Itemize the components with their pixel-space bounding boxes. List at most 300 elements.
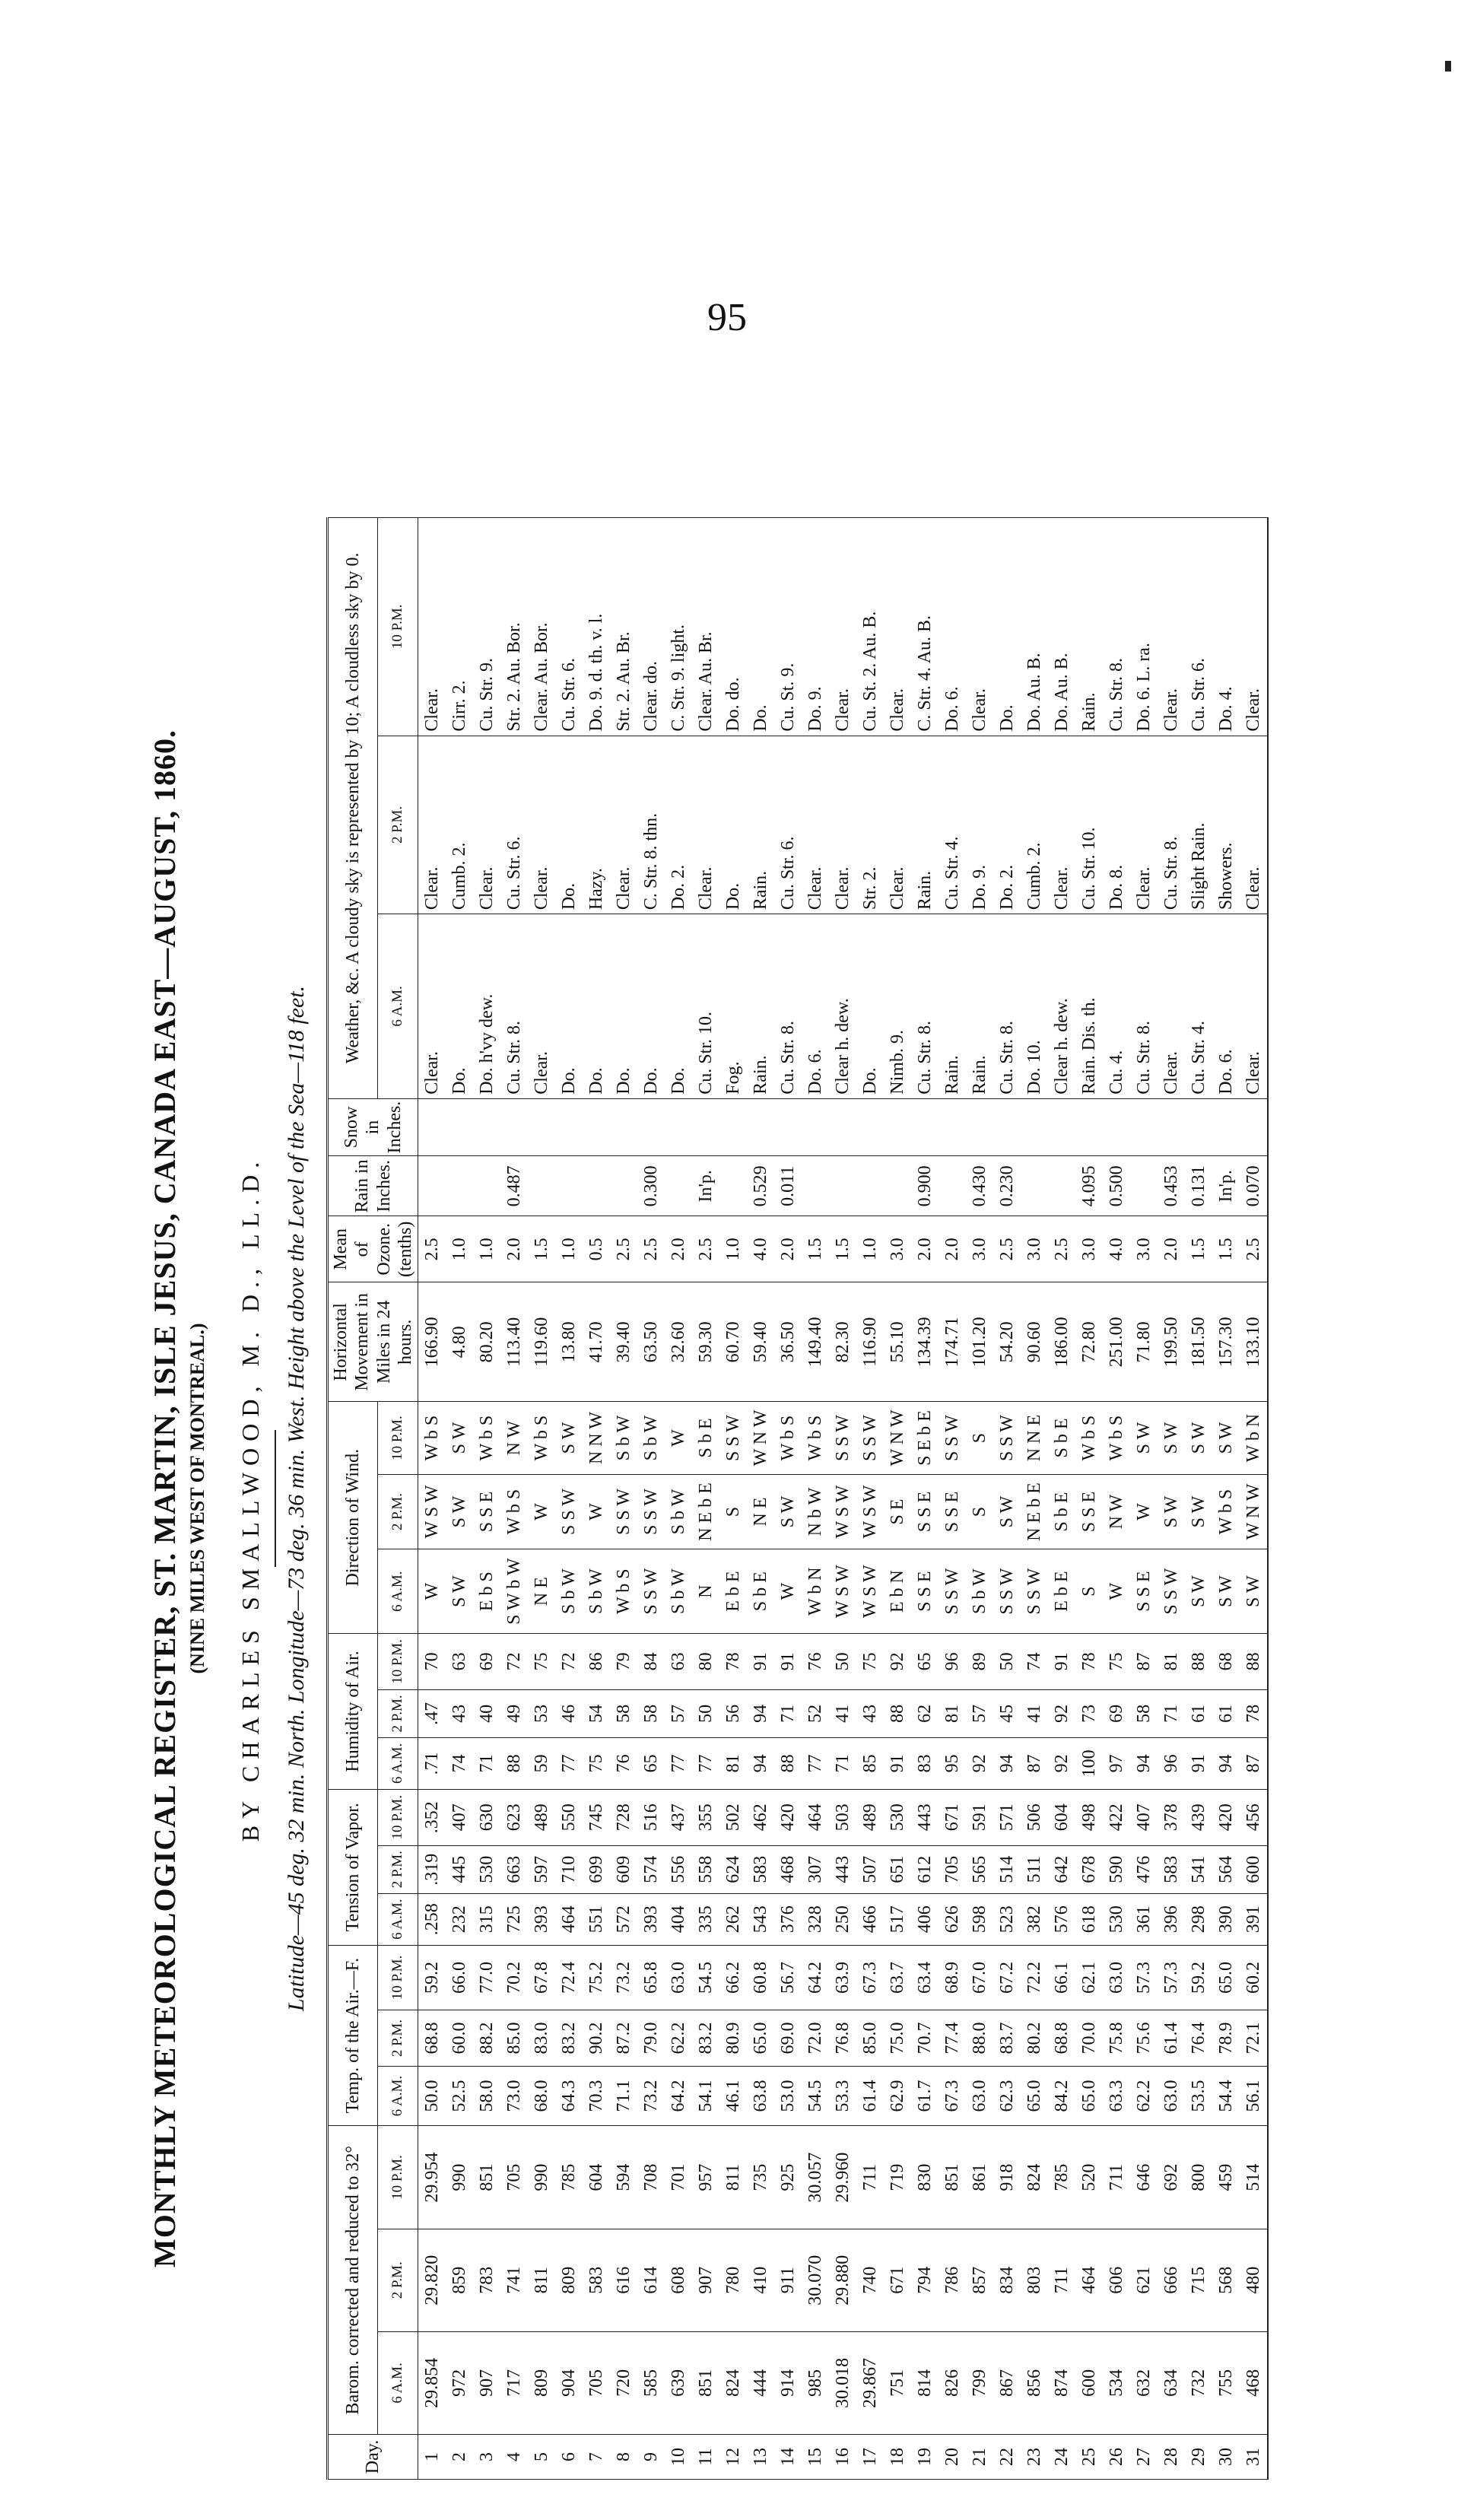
- barom-6am-cell: 534: [1103, 2331, 1130, 2434]
- temp-2pm-cell: 83.2: [555, 2010, 583, 2066]
- temp-10pm-cell: 72.2: [1021, 1945, 1048, 2010]
- day-cell: 29: [1185, 2435, 1212, 2480]
- barom-6am: 6 A.M.: [378, 2331, 418, 2434]
- temp-10pm-cell: 70.2: [500, 1945, 528, 2010]
- temp-10pm-cell: 63.7: [884, 1945, 911, 2010]
- rain-cell: 0.500: [1103, 1156, 1130, 1216]
- wind-6am-cell: E b N: [884, 1549, 911, 1634]
- tension-10pm-cell: 503: [829, 1789, 856, 1845]
- humidity-6am-cell: 83: [911, 1737, 939, 1789]
- weather-10pm-cell: Str. 2. Au. Bor.: [500, 518, 528, 736]
- weather-6am-cell: Cu. Str. 8.: [774, 914, 802, 1099]
- rain-cell: 0.070: [1240, 1156, 1268, 1216]
- temp-2pm-cell: 65.0: [747, 2010, 774, 2066]
- weather-10pm-cell: Clear. Au. Br.: [692, 518, 719, 736]
- wind-10pm-cell: S W: [1158, 1402, 1185, 1474]
- movement-cell: 4.80: [446, 1282, 473, 1402]
- temp-10pm-cell: 67.2: [993, 1945, 1021, 2010]
- temp-2pm-cell: 72.0: [802, 2010, 829, 2066]
- weather-6am-cell: Clear.: [1158, 914, 1185, 1099]
- barom-2pm-cell: 809: [555, 2229, 583, 2331]
- temp-6am-cell: 54.1: [692, 2066, 719, 2126]
- tension-6am-cell: 530: [1103, 1893, 1130, 1945]
- wind-2pm-cell: N E b E: [1021, 1474, 1048, 1549]
- temp-10pm-cell: 66.1: [1048, 1945, 1075, 2010]
- humidity-10pm-cell: 50: [993, 1634, 1021, 1690]
- wind-6am-cell: N: [692, 1549, 719, 1634]
- tension-2pm-cell: 564: [1212, 1845, 1240, 1893]
- temp-10pm-cell: 60.8: [747, 1945, 774, 2010]
- barom-10pm-cell: 520: [1075, 2126, 1103, 2229]
- temp-6am-cell: 70.3: [583, 2066, 610, 2126]
- wind-2pm-cell: N b W: [802, 1474, 829, 1549]
- tension-2pm-cell: 699: [583, 1845, 610, 1893]
- barom-6am-cell: 814: [911, 2331, 939, 2434]
- weather-10pm-cell: Clear.: [966, 518, 993, 736]
- rain-cell: [665, 1156, 692, 1216]
- temp-2pm: 2 P.M.: [378, 2010, 418, 2066]
- weather-2pm-cell: Do.: [719, 736, 747, 914]
- tension-10pm-cell: 439: [1185, 1789, 1212, 1845]
- temp-2pm-cell: 76.4: [1185, 2010, 1212, 2066]
- humidity-6am-cell: 71: [829, 1737, 856, 1789]
- movement-cell: 157.30: [1212, 1282, 1240, 1402]
- humidity-10pm-cell: 96: [939, 1634, 966, 1690]
- tension-2pm-cell: 651: [884, 1845, 911, 1893]
- wind-6am: 6 A.M.: [378, 1549, 418, 1634]
- weather-2pm-cell: Clear.: [1240, 736, 1268, 914]
- humidity-10pm-cell: 78: [719, 1634, 747, 1690]
- weather-10pm-cell: Clear.: [884, 518, 911, 736]
- tension-10pm-cell: 745: [583, 1789, 610, 1845]
- day-cell: 19: [911, 2435, 939, 2480]
- weather-6am-cell: Clear h. dew.: [1048, 914, 1075, 1099]
- temp-6am-cell: 63.8: [747, 2066, 774, 2126]
- tension-10pm-cell: 489: [856, 1789, 884, 1845]
- table-row: [1185, 518, 1212, 2480]
- tension-6am-cell: .258: [418, 1893, 446, 1945]
- tension-10pm-cell: 591: [966, 1789, 993, 1845]
- temp-2pm-cell: 83.2: [692, 2010, 719, 2066]
- tension-10pm-cell: 420: [1212, 1789, 1240, 1845]
- day-cell: 24: [1048, 2435, 1075, 2480]
- tension-2pm-cell: 565: [966, 1845, 993, 1893]
- table-row: [555, 518, 583, 2480]
- wind-2pm-cell: S S E: [911, 1474, 939, 1549]
- tension-2pm-cell: 612: [911, 1845, 939, 1893]
- movement-cell: 113.40: [500, 1282, 528, 1402]
- humidity-2pm-cell: 56: [719, 1689, 747, 1737]
- weather-10pm-cell: Cu. Str. 6.: [1185, 518, 1212, 736]
- snow-cell: [719, 1098, 747, 1156]
- humidity-10pm-cell: 74: [1021, 1634, 1048, 1690]
- temp-6am-cell: 58.0: [473, 2066, 500, 2126]
- weather-6am-cell: Rain.: [939, 914, 966, 1099]
- wind-2pm-cell: S S E: [473, 1474, 500, 1549]
- tension-2pm-cell: 642: [1048, 1845, 1075, 1893]
- table-row: [829, 518, 856, 2480]
- movement-cell: 36.50: [774, 1282, 802, 1402]
- barom-10pm-cell: 711: [856, 2126, 884, 2229]
- temp-2pm-cell: 77.4: [939, 2010, 966, 2066]
- rain-cell: [418, 1156, 446, 1216]
- weather-10pm-cell: Rain.: [1075, 518, 1103, 736]
- tension-2pm-cell: 541: [1185, 1845, 1212, 1893]
- temp-2pm-cell: 75.0: [884, 2010, 911, 2066]
- tension-2pm-cell: 624: [719, 1845, 747, 1893]
- tension-10pm-cell: 422: [1103, 1789, 1130, 1845]
- table-row: [418, 518, 446, 2480]
- weather-6am-cell: Cu. Str. 8.: [1130, 914, 1158, 1099]
- snow-cell: [884, 1098, 911, 1156]
- humidity-2pm-cell: 46: [555, 1689, 583, 1737]
- day-cell: 31: [1240, 2435, 1268, 2480]
- snow-cell: [555, 1098, 583, 1156]
- wind-10pm-cell: S W: [1212, 1402, 1240, 1474]
- barom-10pm-cell: 735: [747, 2126, 774, 2229]
- barom-2pm-cell: 911: [774, 2229, 802, 2331]
- tension-2pm: 2 P.M.: [378, 1845, 418, 1893]
- ozone-cell: 1.5: [1212, 1216, 1240, 1282]
- wind-10pm-cell: S E b E: [911, 1402, 939, 1474]
- temp-10pm-cell: 72.4: [555, 1945, 583, 2010]
- barom-10pm-cell: 29.960: [829, 2126, 856, 2229]
- wind-6am-cell: E b E: [719, 1549, 747, 1634]
- wind-6am-cell: W S W: [856, 1549, 884, 1634]
- temp-2pm-cell: 88.0: [966, 2010, 993, 2066]
- weather-10pm-cell: Do.: [993, 518, 1021, 736]
- temp-6am-cell: 53.0: [774, 2066, 802, 2126]
- tension-2pm-cell: 705: [939, 1845, 966, 1893]
- humidity-6am-cell: 87: [1240, 1737, 1268, 1789]
- weather-6am-cell: Rain.: [747, 914, 774, 1099]
- barom-10pm-cell: 705: [500, 2126, 528, 2229]
- snow-cell: [692, 1098, 719, 1156]
- barom-2pm-cell: 783: [473, 2229, 500, 2331]
- snow-cell: [1021, 1098, 1048, 1156]
- day-cell: 17: [856, 2435, 884, 2480]
- tension-2pm-cell: 443: [829, 1845, 856, 1893]
- weather-6am-cell: Do. 6.: [802, 914, 829, 1099]
- wind-10pm-cell: S W: [555, 1402, 583, 1474]
- humidity-10pm-cell: 70: [418, 1634, 446, 1690]
- weather-6am-cell: Do.: [446, 914, 473, 1099]
- wind-6am-cell: S W b W: [500, 1549, 528, 1634]
- temp-6am-cell: 53.3: [829, 2066, 856, 2126]
- temp-10pm-cell: 59.2: [418, 1945, 446, 2010]
- humidity-2pm-cell: 94: [747, 1689, 774, 1737]
- ozone-cell: 2.0: [774, 1216, 802, 1282]
- wind-2pm-cell: S W: [1158, 1474, 1185, 1549]
- tension-10pm-cell: 489: [528, 1789, 555, 1845]
- rain-cell: [719, 1156, 747, 1216]
- barom-6am-cell: 468: [1240, 2331, 1268, 2434]
- weather-6am-cell: Do.: [665, 914, 692, 1099]
- temp-6am: 6 A.M.: [378, 2066, 418, 2126]
- day-cell: 16: [829, 2435, 856, 2480]
- weather-6am-cell: Do.: [583, 914, 610, 1099]
- wind-10pm-cell: S b W: [610, 1402, 637, 1474]
- barom-10pm-cell: 851: [939, 2126, 966, 2229]
- barom-2pm-cell: 786: [939, 2229, 966, 2331]
- humidity-10pm-cell: 76: [802, 1634, 829, 1690]
- weather-10pm-cell: Clear. Au. Bor.: [528, 518, 555, 736]
- snow-cell: [610, 1098, 637, 1156]
- barom-2pm-cell: 740: [856, 2229, 884, 2331]
- humidity-10pm-cell: 72: [500, 1634, 528, 1690]
- movement-cell: 59.40: [747, 1282, 774, 1402]
- barom-2pm-cell: 614: [637, 2229, 665, 2331]
- movement-cell: 39.40: [610, 1282, 637, 1402]
- humidity-2pm-cell: 57: [966, 1689, 993, 1737]
- weather-2pm-cell: Do. 2.: [665, 736, 692, 914]
- tension-2pm-cell: 468: [774, 1845, 802, 1893]
- tension-10pm-cell: 604: [1048, 1789, 1075, 1845]
- table-row: [665, 518, 692, 2480]
- wind-header: Direction of Wind.: [328, 1402, 378, 1634]
- barom-6am-cell: 809: [528, 2331, 555, 2434]
- weather-6am-cell: Cu. Str. 8.: [500, 914, 528, 1099]
- rain-cell: In'p.: [692, 1156, 719, 1216]
- weather-2pm-cell: C. Str. 8. thn.: [637, 736, 665, 914]
- weather-10pm-cell: Clear.: [1158, 518, 1185, 736]
- tension-2pm-cell: 710: [555, 1845, 583, 1893]
- snow-cell: [637, 1098, 665, 1156]
- wind-6am-cell: S W: [1240, 1549, 1268, 1634]
- weather-10pm-cell: Clear.: [418, 518, 446, 736]
- temp-10pm-cell: 63.0: [1103, 1945, 1130, 2010]
- tension-2pm-cell: 445: [446, 1845, 473, 1893]
- table-row: [802, 518, 829, 2480]
- humidity-2pm-cell: 88: [884, 1689, 911, 1737]
- weather-2pm-cell: Clear.: [692, 736, 719, 914]
- wind-2pm-cell: S W: [1185, 1474, 1212, 1549]
- humidity-10pm-cell: 84: [637, 1634, 665, 1690]
- wind-10pm-cell: W N W: [884, 1402, 911, 1474]
- register-subtitle: (NINE MILES WEST OF MONTREAL.): [186, 1323, 208, 1674]
- ozone-cell: 2.0: [939, 1216, 966, 1282]
- snow-header: Snow in Inches.: [328, 1098, 418, 1156]
- humidity-6am-cell: 96: [1158, 1737, 1185, 1789]
- wind-6am-cell: W S W: [829, 1549, 856, 1634]
- table-row: [1212, 518, 1240, 2480]
- barom-2pm-cell: 410: [747, 2229, 774, 2331]
- tension-10pm-cell: 516: [637, 1789, 665, 1845]
- movement-cell: 174.71: [939, 1282, 966, 1402]
- table-row: [1075, 518, 1103, 2480]
- tension-2pm-cell: 556: [665, 1845, 692, 1893]
- temp-10pm-cell: 75.2: [583, 1945, 610, 2010]
- ozone-cell: 0.5: [583, 1216, 610, 1282]
- barom-6am-cell: 634: [1158, 2331, 1185, 2434]
- wind-10pm-cell: N N W: [583, 1402, 610, 1474]
- temp-6am-cell: 73.0: [500, 2066, 528, 2126]
- tension-10pm-cell: 502: [719, 1789, 747, 1845]
- temp-2pm-cell: 62.2: [665, 2010, 692, 2066]
- temp-2pm-cell: 60.0: [446, 2010, 473, 2066]
- rain-cell: [884, 1156, 911, 1216]
- movement-cell: 199.50: [1158, 1282, 1185, 1402]
- tension-6am-cell: 361: [1130, 1893, 1158, 1945]
- humidity-10pm-cell: 50: [829, 1634, 856, 1690]
- tension-6am: 6 A.M.: [378, 1893, 418, 1945]
- wind-2pm-cell: S S E: [1075, 1474, 1103, 1549]
- humidity-10pm-cell: 78: [1075, 1634, 1103, 1690]
- temp-6am-cell: 63.3: [1103, 2066, 1130, 2126]
- temp-6am-cell: 52.5: [446, 2066, 473, 2126]
- tension-2pm-cell: 583: [1158, 1845, 1185, 1893]
- tension-6am-cell: 250: [829, 1893, 856, 1945]
- humidity-2pm-cell: 61: [1185, 1689, 1212, 1737]
- ozone-cell: 2.0: [911, 1216, 939, 1282]
- barom-6am-cell: 972: [446, 2331, 473, 2434]
- tension-2pm-cell: 558: [692, 1845, 719, 1893]
- tension-6am-cell: 576: [1048, 1893, 1075, 1945]
- movement-cell: 116.90: [856, 1282, 884, 1402]
- temp-2pm-cell: 75.6: [1130, 2010, 1158, 2066]
- wind-6am-cell: S S W: [1158, 1549, 1185, 1634]
- humidity-2pm-cell: 45: [993, 1689, 1021, 1737]
- wind-6am-cell: S S E: [911, 1549, 939, 1634]
- movement-cell: 134.39: [911, 1282, 939, 1402]
- ozone-cell: 3.0: [1075, 1216, 1103, 1282]
- wind-2pm-cell: W S W: [829, 1474, 856, 1549]
- weather-6am-cell: Clear.: [1240, 914, 1268, 1099]
- tension-2pm-cell: 609: [610, 1845, 637, 1893]
- snow-cell: [1130, 1098, 1158, 1156]
- rain-cell: [829, 1156, 856, 1216]
- tension-10pm-cell: 407: [446, 1789, 473, 1845]
- tension-6am-cell: 393: [528, 1893, 555, 1945]
- temp-10pm-cell: 65.8: [637, 1945, 665, 2010]
- wind-2pm-cell: N W: [1103, 1474, 1130, 1549]
- wind-10pm-cell: N W: [500, 1402, 528, 1474]
- humidity-6am-cell: 91: [884, 1737, 911, 1789]
- temp-6am-cell: 56.1: [1240, 2066, 1268, 2126]
- tension-10pm-cell: 378: [1158, 1789, 1185, 1845]
- tension-10pm-cell: 464: [802, 1789, 829, 1845]
- wind-6am-cell: S b W: [583, 1549, 610, 1634]
- ozone-cell: 3.0: [966, 1216, 993, 1282]
- weather-2pm-cell: Do. 9.: [966, 736, 993, 914]
- barom-10pm-cell: 604: [583, 2126, 610, 2229]
- humidity-2pm-cell: 78: [1240, 1689, 1268, 1737]
- humidity-2pm-cell: 50: [692, 1689, 719, 1737]
- wind-10pm-cell: N N E: [1021, 1402, 1048, 1474]
- temp-2pm-cell: 72.1: [1240, 2010, 1268, 2066]
- wind-2pm-cell: S W: [993, 1474, 1021, 1549]
- humidity-6am-cell: 94: [747, 1737, 774, 1789]
- rain-cell: [802, 1156, 829, 1216]
- movement-cell: 186.00: [1048, 1282, 1075, 1402]
- humidity-6am-cell: 88: [500, 1737, 528, 1789]
- rain-cell: In'p.: [1212, 1156, 1240, 1216]
- rain-cell: [583, 1156, 610, 1216]
- weather-2pm-cell: Clear.: [528, 736, 555, 914]
- snow-cell: [939, 1098, 966, 1156]
- humidity-2pm-cell: 92: [1048, 1689, 1075, 1737]
- rain-cell: [856, 1156, 884, 1216]
- tension-10pm-cell: 630: [473, 1789, 500, 1845]
- temp-10pm-cell: 65.0: [1212, 1945, 1240, 2010]
- barom-2pm-cell: 568: [1212, 2229, 1240, 2331]
- weather-6am-cell: Do.: [555, 914, 583, 1099]
- humidity-6am-cell: 59: [528, 1737, 555, 1789]
- wind-10pm-cell: S S W: [719, 1402, 747, 1474]
- tension-6am-cell: 618: [1075, 1893, 1103, 1945]
- weather-2pm-cell: Rain.: [911, 736, 939, 914]
- barom-6am-cell: 29.854: [418, 2331, 446, 2434]
- weather-10pm-cell: Do. Au. B.: [1048, 518, 1075, 736]
- weather-10pm: 10 P.M.: [378, 518, 418, 736]
- temp-10pm-cell: 67.0: [966, 1945, 993, 2010]
- snow-cell: [446, 1098, 473, 1156]
- snow-cell: [1075, 1098, 1103, 1156]
- humidity-2pm-cell: 41: [829, 1689, 856, 1737]
- ozone-cell: 1.0: [473, 1216, 500, 1282]
- humidity-2pm-cell: 43: [446, 1689, 473, 1737]
- barom-6am-cell: 914: [774, 2331, 802, 2434]
- wind-2pm-cell: S: [719, 1474, 747, 1549]
- day-cell: 26: [1103, 2435, 1130, 2480]
- weather-10pm-cell: Do. 6.: [939, 518, 966, 736]
- movement-cell: 119.60: [528, 1282, 555, 1402]
- barom-10pm-cell: 990: [446, 2126, 473, 2229]
- weather-10pm-cell: Do. 4.: [1212, 518, 1240, 736]
- header-row: [328, 518, 378, 2480]
- barom-6am-cell: 985: [802, 2331, 829, 2434]
- snow-cell: [747, 1098, 774, 1156]
- barom-2pm-cell: 803: [1021, 2229, 1048, 2331]
- movement-cell: 82.30: [829, 1282, 856, 1402]
- humidity-6am-cell: 100: [1075, 1737, 1103, 1789]
- tension-10pm-cell: 498: [1075, 1789, 1103, 1845]
- humidity-10pm-cell: 79: [610, 1634, 637, 1690]
- temp-6am-cell: 64.3: [555, 2066, 583, 2126]
- movement-cell: 32.60: [665, 1282, 692, 1402]
- snow-cell: [1103, 1098, 1130, 1156]
- wind-10pm-cell: S W: [446, 1402, 473, 1474]
- movement-cell: 72.80: [1075, 1282, 1103, 1402]
- humidity-6am-cell: 92: [966, 1737, 993, 1789]
- barom-6am-cell: 826: [939, 2331, 966, 2434]
- temp-6am-cell: 63.0: [1158, 2066, 1185, 2126]
- tension-10pm-cell: 443: [911, 1789, 939, 1845]
- humidity-6am-cell: 71: [473, 1737, 500, 1789]
- snow-cell: [528, 1098, 555, 1156]
- day-cell: 27: [1130, 2435, 1158, 2480]
- movement-cell: 71.80: [1130, 1282, 1158, 1402]
- tension-6am-cell: 523: [993, 1893, 1021, 1945]
- temp-10pm-cell: 68.9: [939, 1945, 966, 2010]
- snow-cell: [665, 1098, 692, 1156]
- tension-10pm-cell: 506: [1021, 1789, 1048, 1845]
- weather-6am-cell: Do.: [637, 914, 665, 1099]
- wind-6am-cell: S W: [446, 1549, 473, 1634]
- tension-10pm-cell: .352: [418, 1789, 446, 1845]
- wind-6am-cell: S S W: [939, 1549, 966, 1634]
- tension-10pm-cell: 623: [500, 1789, 528, 1845]
- tension-6am-cell: 335: [692, 1893, 719, 1945]
- humidity-2pm-cell: 69: [1103, 1689, 1130, 1737]
- tension-10pm: 10 P.M.: [378, 1789, 418, 1845]
- barom-2pm-cell: 621: [1130, 2229, 1158, 2331]
- snow-cell: [500, 1098, 528, 1156]
- barom-2pm-cell: 608: [665, 2229, 692, 2331]
- wind-2pm-cell: W: [583, 1474, 610, 1549]
- barom-6am-cell: 705: [583, 2331, 610, 2434]
- table-row: [774, 518, 802, 2480]
